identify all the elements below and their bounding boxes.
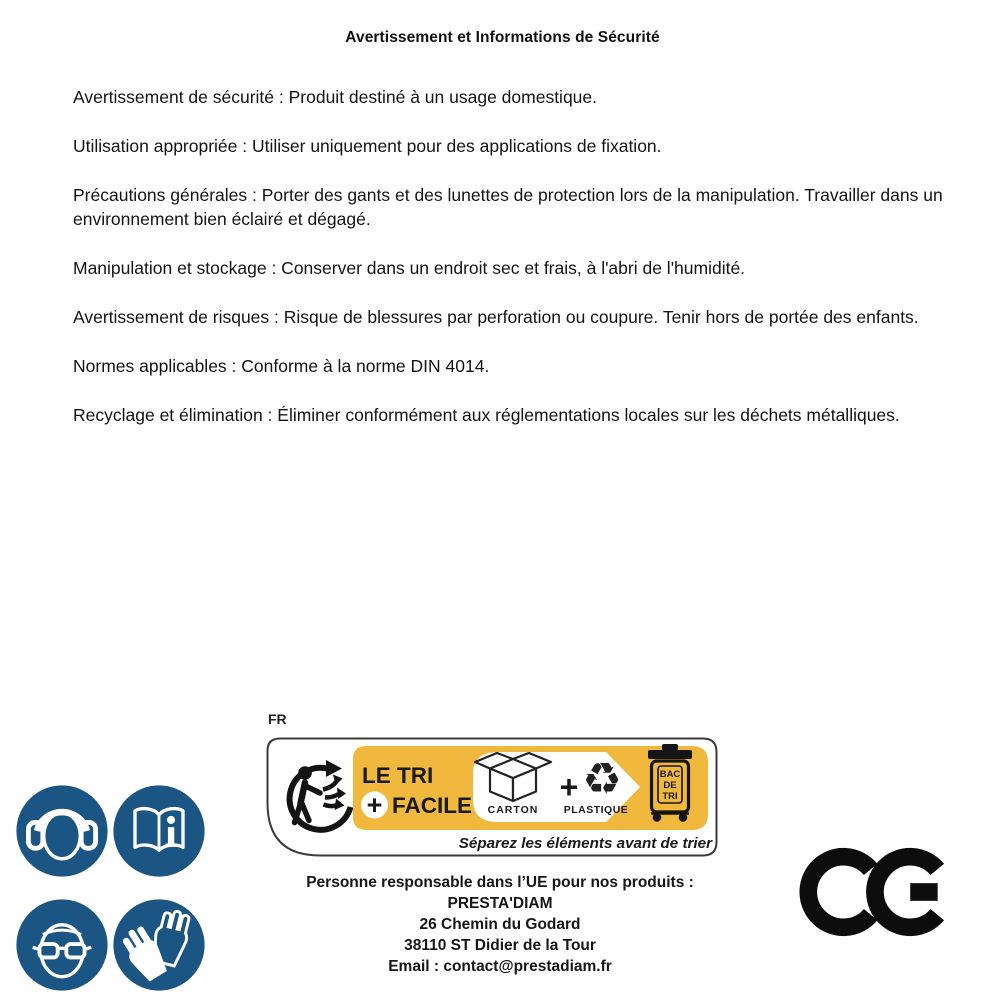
responsible-city: 38110 ST Didier de la Tour (404, 937, 596, 954)
paragraph-avertissement-securite: Avertissement de sécurité : Produit destiné à un usage domestique. (73, 87, 598, 107)
le-tri-text: LE TRI (362, 763, 434, 788)
read-instruction-manual-icon (111, 783, 207, 879)
fr-country-label: FR (268, 711, 287, 727)
safety-icons-grid (14, 783, 207, 993)
tri-tagline: Séparez les éléments avant de trier (458, 835, 712, 852)
paragraph-manipulation-stockage: Manipulation et stockage : Conserver dans un endroit sec et frais, à l'abri de l'humidité. (73, 258, 746, 278)
responsible-line-intro: Personne responsable dans l’UE pour nos produits : (306, 874, 694, 891)
ce-mark-icon (798, 843, 946, 941)
paragraph-avertissement-risques: Avertissement de risques : Risque de blessures par perforation ou coupure. Tenir hors de portée des enfants. (73, 307, 919, 327)
page-title: Avertissement et Informations de Sécurité (345, 29, 660, 46)
bin-text-bac: BAC (659, 769, 681, 780)
paragraph-recyclage: Recyclage et élimination : Éliminer conformément aux réglementations locales sur les déchets métalliques. (73, 405, 900, 425)
wear-eye-protection-icon (14, 897, 110, 993)
safety-text-block (73, 85, 965, 452)
wear-ear-protection-icon (14, 783, 110, 879)
paragraph-utilisation: Utilisation appropriée : Utiliser uniquement pour des applications de fixation. (73, 136, 662, 156)
bin-text-tri: TRI (662, 791, 678, 802)
info-tri-label (266, 737, 718, 857)
plastique-recycle-icon: ♻ (582, 755, 622, 804)
plus-badge-text: + (366, 790, 383, 820)
responsible-company: PRESTA'DIAM (447, 895, 553, 912)
bin-text-de: DE (663, 780, 677, 791)
paragraph-precautions: Précautions générales : Porter des gants et des lunettes de protection lors de la manipulation. Travailler dans un environnement bien éclairé et dégagé. (73, 185, 943, 229)
carton-label: CARTON (487, 804, 539, 816)
paragraph-normes: Normes applicables : Conforme à la norme DIN 4014. (73, 356, 490, 376)
bac-de-tri-bin-icon (648, 744, 692, 822)
responsible-person-block (270, 872, 730, 977)
plus-between-text: + (559, 769, 579, 805)
plastique-label: PLASTIQUE (563, 804, 629, 816)
facile-text: FACILE (392, 793, 473, 818)
responsible-street: 26 Chemin du Godard (419, 916, 581, 933)
responsible-email: Email : contact@prestadiam.fr (388, 958, 612, 975)
wear-protective-gloves-icon (111, 897, 207, 993)
